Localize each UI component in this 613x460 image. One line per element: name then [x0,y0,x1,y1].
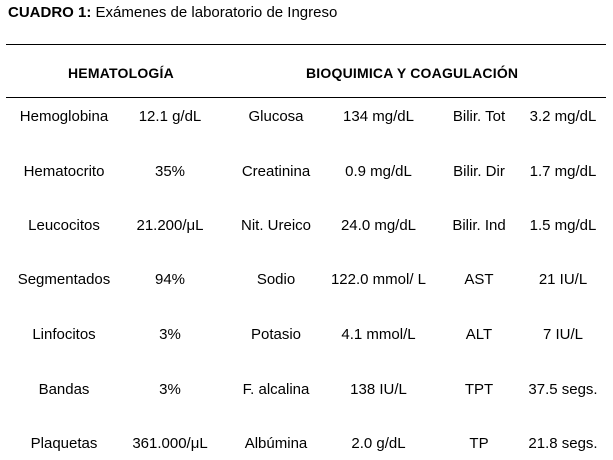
hematology-test-name: Segmentados [17,271,111,288]
biochemistry-test-value: 2.0 g/dL [351,435,406,452]
coagulation-test-value: 21 IU/L [538,271,588,288]
coagulation-test-value: 21.8 segs. [528,435,598,452]
coagulation-test-value: 1.5 mg/dL [529,217,597,234]
coagulation-test-name: TP [469,435,489,452]
hematology-test-name: Hemoglobina [19,108,109,125]
coagulation-test-name: Bilir. Ind [452,217,506,234]
coagulation-test-name: ALT [465,326,493,343]
biochemistry-test-value: 24.0 mg/dL [340,217,417,234]
caption-text: Exámenes de laboratorio de Ingreso [91,4,338,21]
hematology-test-name: Plaquetas [30,435,98,452]
hematology-test-value: 35% [154,163,186,180]
coagulation-test-name: Bilir. Tot [452,108,506,125]
hematology-test-name: Bandas [38,381,90,398]
biochemistry-test-value: 0.9 mg/dL [345,163,412,180]
biochemistry-test-value: 122.0 mmol/ L [330,271,427,288]
biochemistry-test-value: 4.1 mmol/L [341,326,416,343]
biochemistry-test-name: Sodio [256,271,296,288]
hematology-test-value: 3% [159,326,181,343]
biochemistry-test-value: 138 IU/L [350,381,407,398]
coagulation-test-value: 7 IU/L [542,326,584,343]
hematology-test-name: Hematocrito [23,163,105,180]
coagulation-test-value: 1.7 mg/dL [529,163,597,180]
coagulation-test-name: TPT [464,381,494,398]
table-caption [8,4,337,21]
biochemistry-test-name: Nit. Ureico [240,217,311,234]
biochemistry-test-name: Creatinina [241,163,311,180]
biochemistry-test-value: 134 mg/dL [343,108,414,125]
hematology-test-value: 12.1 g/dL [138,108,202,125]
hematology-test-value: 21.200/μL [136,217,204,234]
biochemistry-test-name: F. alcalina [242,381,310,398]
caption-label: CUADRO 1: [8,4,92,21]
hematology-test-value: 3% [159,381,181,398]
hematology-test-value: 94% [154,271,186,288]
hematologia-header: HEMATOLOGÍA [68,65,174,81]
header-rule [6,97,606,98]
coagulation-test-value: 37.5 segs. [528,381,598,398]
top-rule [6,44,606,45]
hematology-test-value: 361.000/μL [132,435,208,452]
hematology-test-name: Linfocitos [32,326,96,343]
coagulation-test-name: AST [464,271,494,288]
coagulation-test-name: Bilir. Dir [453,163,505,180]
biochemistry-test-name: Glucosa [248,108,304,125]
biochemistry-test-name: Albúmina [244,435,308,452]
hematology-test-name: Leucocitos [28,217,100,234]
bioquimica-header: BIOQUIMICA Y COAGULACIÓN [306,65,519,81]
coagulation-test-value: 3.2 mg/dL [529,108,597,125]
biochemistry-test-name: Potasio [250,326,302,343]
